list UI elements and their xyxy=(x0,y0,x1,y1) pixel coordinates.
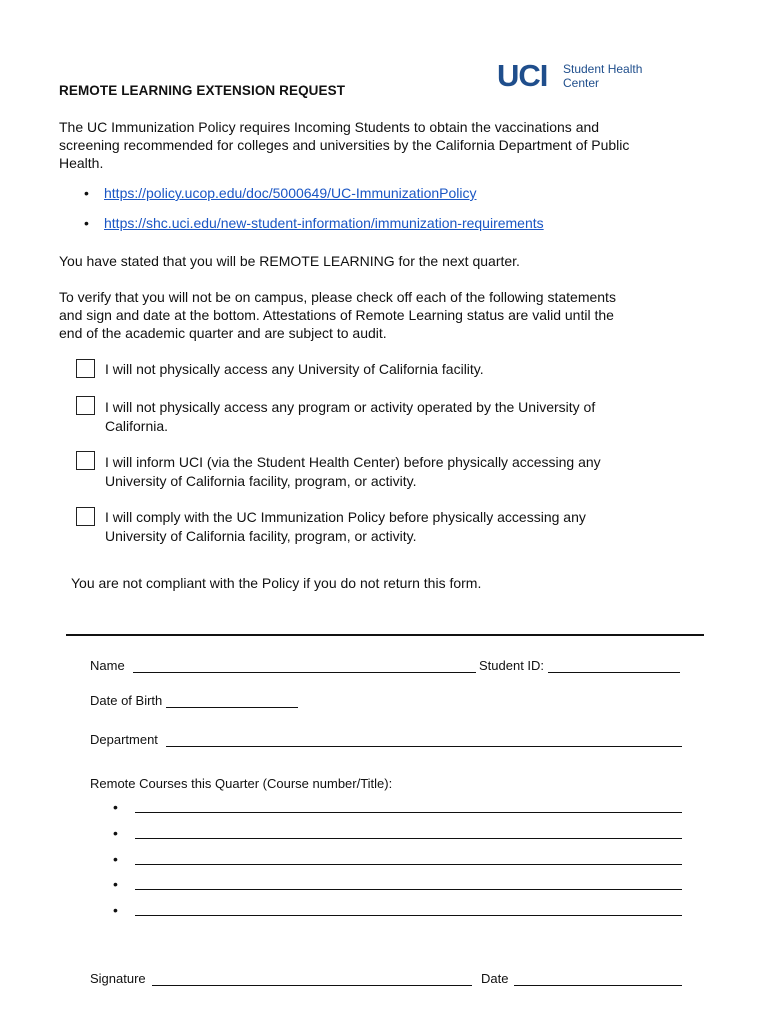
course-field-2[interactable] xyxy=(135,838,682,839)
dob-label: Date of Birth xyxy=(90,693,163,708)
date-label: Date xyxy=(481,971,509,986)
attestation-text-1: I will not physically access any University of California facility. xyxy=(105,361,484,377)
course-bullet: • xyxy=(113,902,118,918)
course-field-5[interactable] xyxy=(135,915,682,916)
attestation-checkbox-1[interactable] xyxy=(76,359,95,378)
attestation-checkbox-3[interactable] xyxy=(76,451,95,470)
dob-field[interactable] xyxy=(166,707,298,708)
remote-statement: You have stated that you will be REMOTE LEARNING for the next quarter. xyxy=(59,253,520,269)
attestation-text-3: I will inform UCI (via the Student Health Center) before physically accessing any University of California facility, program, or activity. xyxy=(105,454,601,489)
verify-paragraph: To verify that you will not be on campus, please check off each of the following statements and sign and date at the bottom. Attestations of Remote Learning status are valid until the end of the academic quarter and are subject to audit. xyxy=(59,289,616,341)
course-field-1[interactable] xyxy=(135,812,682,813)
course-bullet: • xyxy=(113,825,118,841)
requirements-link-item xyxy=(84,215,544,231)
signature-label: Signature xyxy=(90,971,146,986)
student-id-field[interactable] xyxy=(548,672,680,673)
policy-link[interactable]: https://policy.ucop.edu/doc/5000649/UC-ImmunizationPolicy xyxy=(104,185,477,201)
name-field[interactable] xyxy=(133,672,476,673)
compliance-note: You are not compliant with the Policy if you do not return this form. xyxy=(71,575,482,591)
attestation-checkbox-4[interactable] xyxy=(76,507,95,526)
bullet-dot: • xyxy=(84,215,89,231)
course-bullet: • xyxy=(113,851,118,867)
attestation-checkbox-2[interactable] xyxy=(76,396,95,415)
date-field[interactable] xyxy=(514,985,682,986)
course-bullet: • xyxy=(113,799,118,815)
name-label: Name xyxy=(90,658,125,673)
attestation-text-4: I will comply with the UC Immunization Policy before physically accessing any University of California facility, program, or activity. xyxy=(105,509,586,544)
department-label: Department xyxy=(90,732,158,747)
department-field[interactable] xyxy=(166,746,682,747)
requirements-link[interactable]: https://shc.uci.edu/new-student-information/immunization-requirements xyxy=(104,215,544,231)
bullet-dot: • xyxy=(84,185,89,201)
logo-subtitle-line1: Student Health xyxy=(563,62,643,76)
form-title: REMOTE LEARNING EXTENSION REQUEST xyxy=(59,83,346,98)
logo-subtitle-line2: Center xyxy=(563,76,600,90)
attestation-text-2: I will not physically access any program or activity operated by the University of California. xyxy=(105,399,596,434)
policy-link-item xyxy=(84,185,477,201)
section-divider xyxy=(66,634,704,636)
intro-paragraph: The UC Immunization Policy requires Incoming Students to obtain the vaccinations and screening recommended for colleges and universities by the California Department of Public Health. xyxy=(59,119,630,171)
course-field-3[interactable] xyxy=(135,864,682,865)
logo-mark: UCI xyxy=(497,58,548,93)
logo-subtitle xyxy=(563,62,673,90)
course-field-4[interactable] xyxy=(135,889,682,890)
student-id-label: Student ID: xyxy=(479,658,545,673)
signature-field[interactable] xyxy=(152,985,472,986)
course-bullet: • xyxy=(113,876,118,892)
courses-label: Remote Courses this Quarter (Course number/Title): xyxy=(90,776,393,791)
